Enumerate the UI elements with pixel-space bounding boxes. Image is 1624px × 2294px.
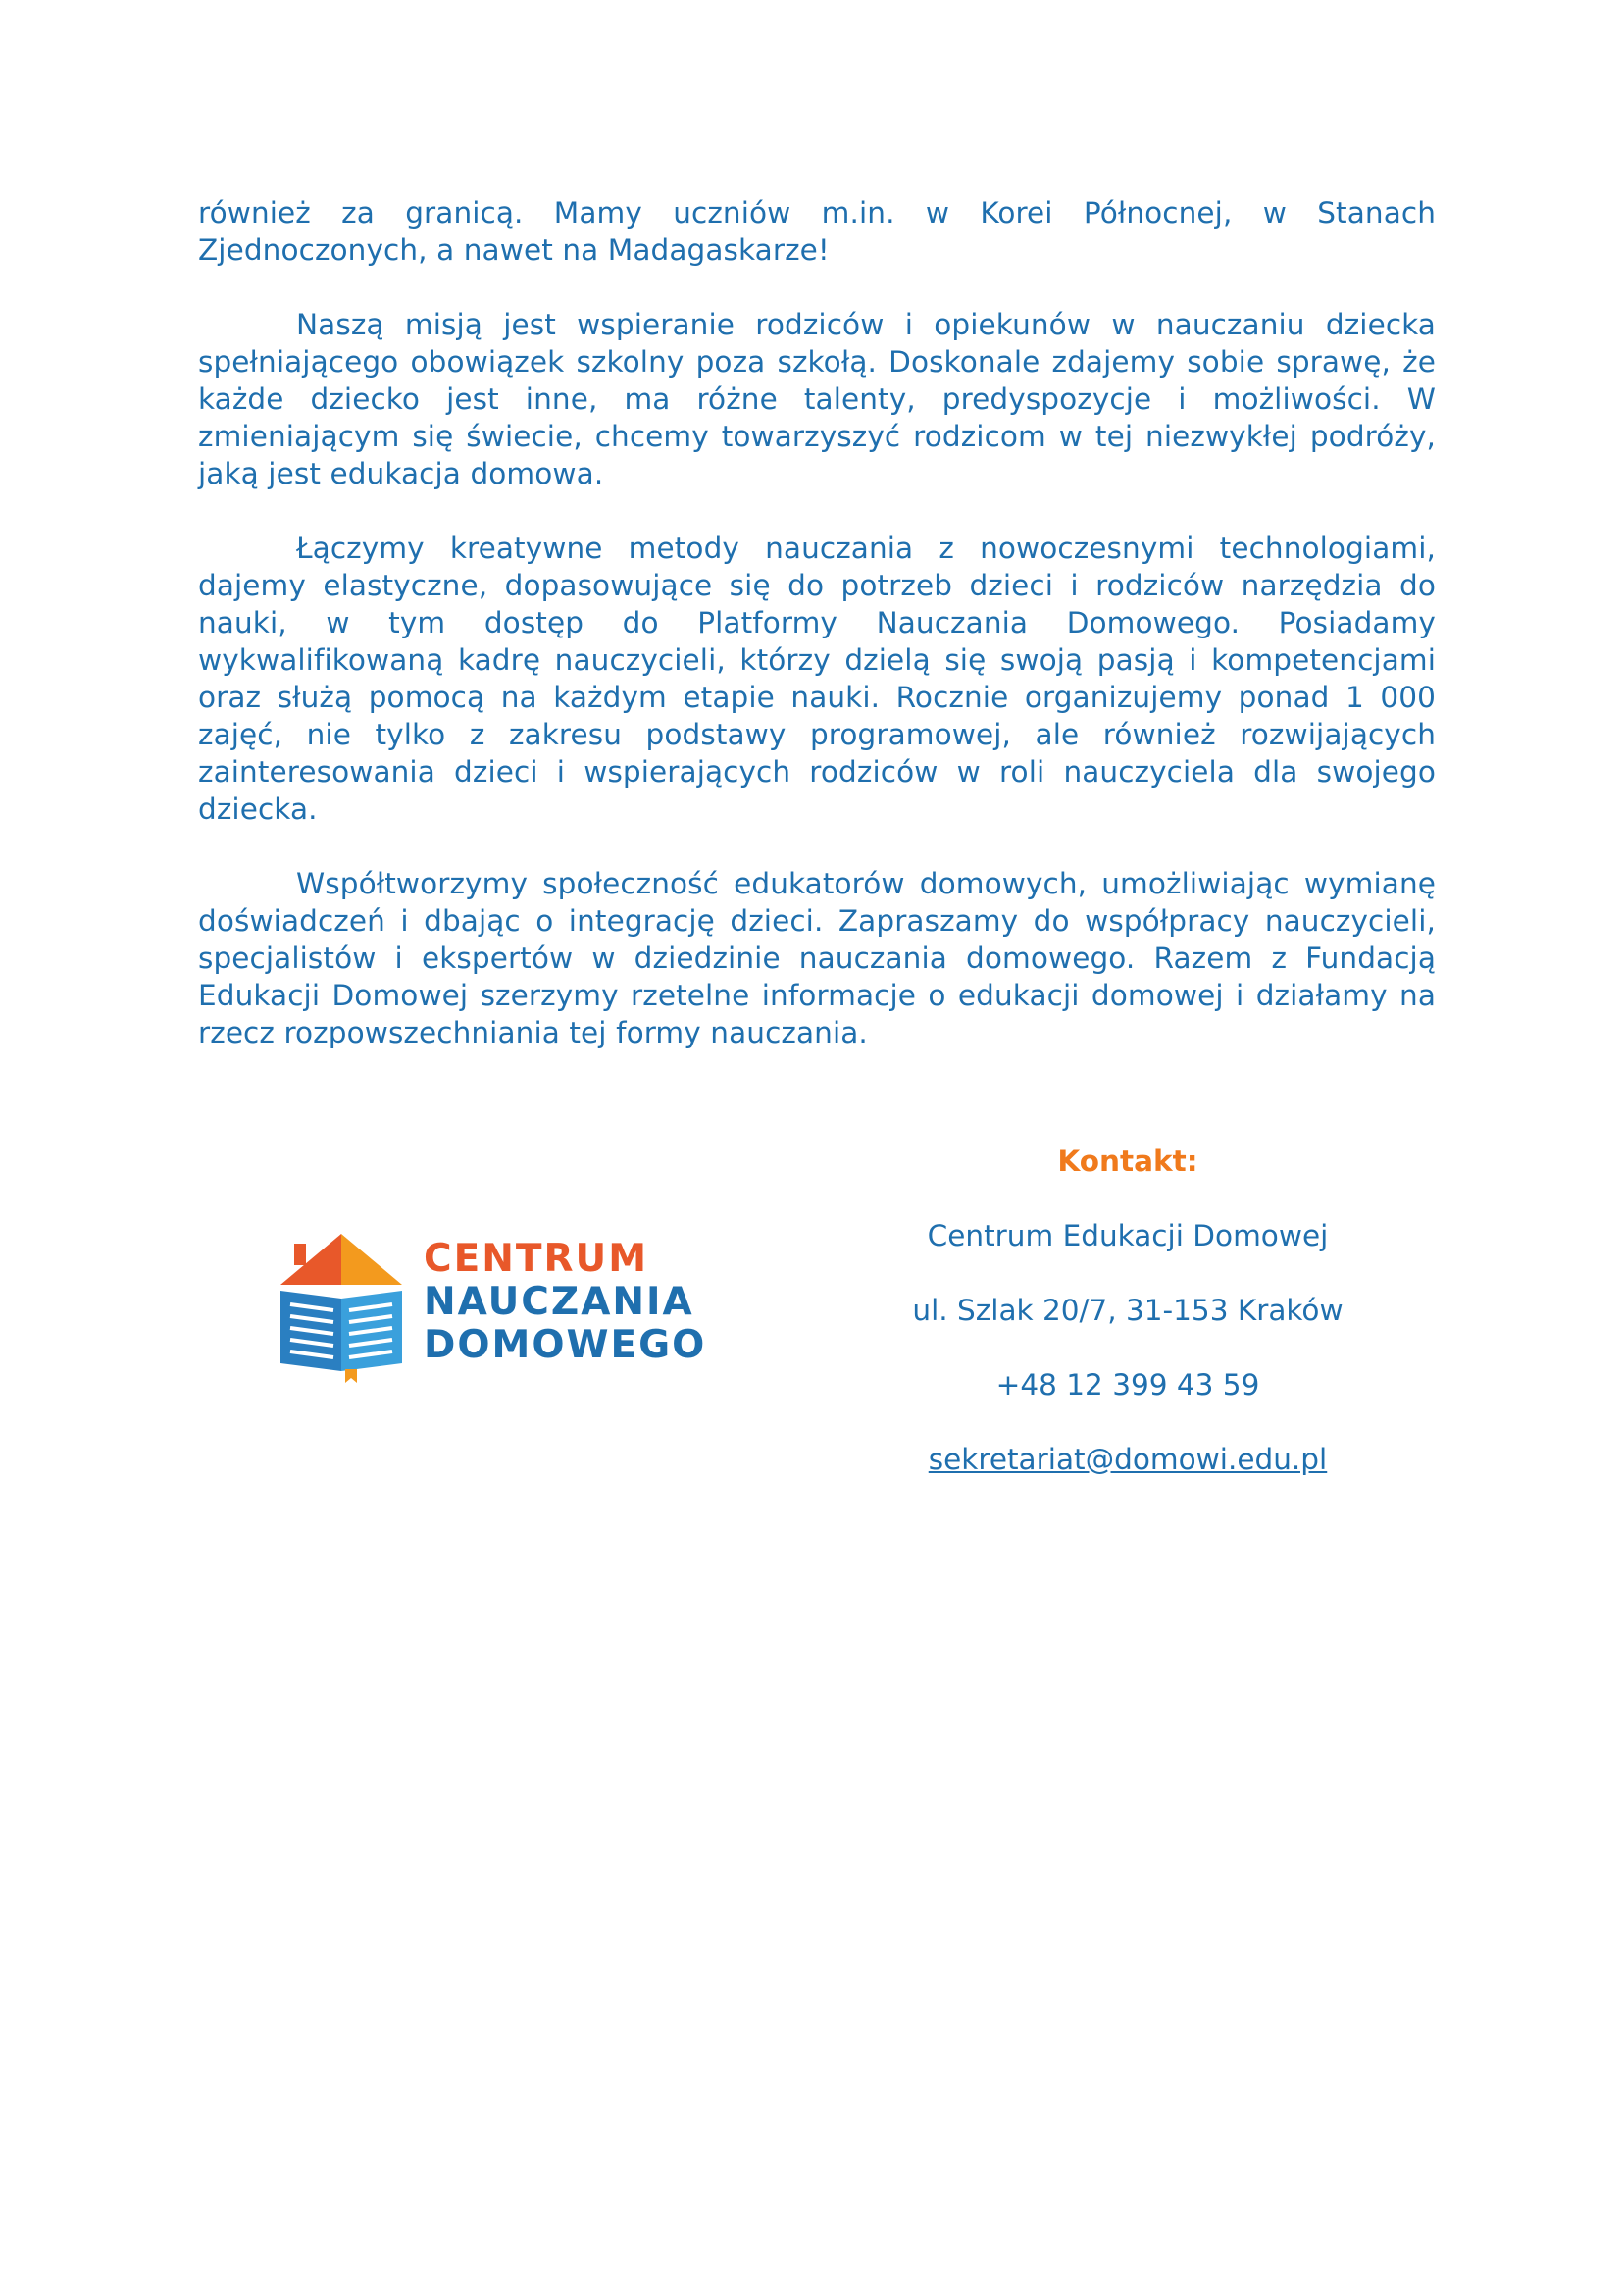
contact-heading: Kontakt:: [1057, 1145, 1198, 1178]
logo-text: [424, 1238, 706, 1367]
house-book-icon: [280, 1234, 402, 1383]
body-text: [198, 194, 1436, 1089]
paragraph-3: Łączymy kreatywne metody nauczania z nowoczesnymi technologiami, dajemy elastyczne, dopasowujące się do potrzeb dzieci i rodziców narzędzia do nauki, w tym dostęp do Platformy Nauczania Domowego. Posiadamy wykwalifikowaną kadrę nauczycieli, którzy dzielą się swoją pasją i kompetencjami oraz służą pomocą na każdym etapie nauki. Rocznie organizujemy ponad 1 000 zajęć, nie tylko z zakresu podstawy programowej, ale również rozwijających zainteresowania dzieci i wspierających rodziców w roli nauczyciela dla swojego dziecka.: [198, 532, 1436, 826]
logo: [280, 1234, 741, 1391]
paragraph-2: Naszą misją jest wspieranie rodziców i opiekunów w nauczaniu dziecka spełniającego obowiązek szkolny poza szkołą. Doskonale zdajemy sobie sprawę, że każde dziecko jest inne, ma różne talenty, predyspozycje i możliwości. W zmieniającym się świecie, chcemy towarzyszyć rodzicom w tej niezwykłej podróży, jaką jest edukacja domowa.: [198, 308, 1436, 490]
logo-line-nauczania: NAUCZANIA: [424, 1280, 694, 1324]
paragraph-1: również za granicą. Mamy uczniów m.in. w Korei Północnej, w Stanach Zjednoczonych, a nawet na Madagaskarze!: [198, 196, 1436, 267]
contact-section: [883, 1143, 1373, 1478]
paragraph-4: Współtworzymy społeczność edukatorów domowych, umożliwiając wymianę doświadczeń i dbając o integrację dzieci. Zapraszamy do współpracy nauczycieli, specjalistów i ekspertów w dziedzinie nauczania domowego. Razem z Fundacją Edukacji Domowej szerzymy rzetelne informacje o edukacji domowej i działamy na rzecz rozpowszechniania tej formy nauczania.: [198, 867, 1436, 1049]
contact-address: ul. Szlak 20/7, 31-153 Kraków: [912, 1294, 1344, 1327]
contact-email-link[interactable]: sekretariat@domowi.edu.pl: [928, 1443, 1328, 1476]
logo-line-centrum: CENTRUM: [424, 1237, 649, 1281]
contact-phone: +48 12 399 43 59: [995, 1368, 1260, 1402]
contact-organization: Centrum Edukacji Domowej: [927, 1219, 1329, 1252]
logo-line-domowego: DOMOWEGO: [424, 1323, 707, 1367]
